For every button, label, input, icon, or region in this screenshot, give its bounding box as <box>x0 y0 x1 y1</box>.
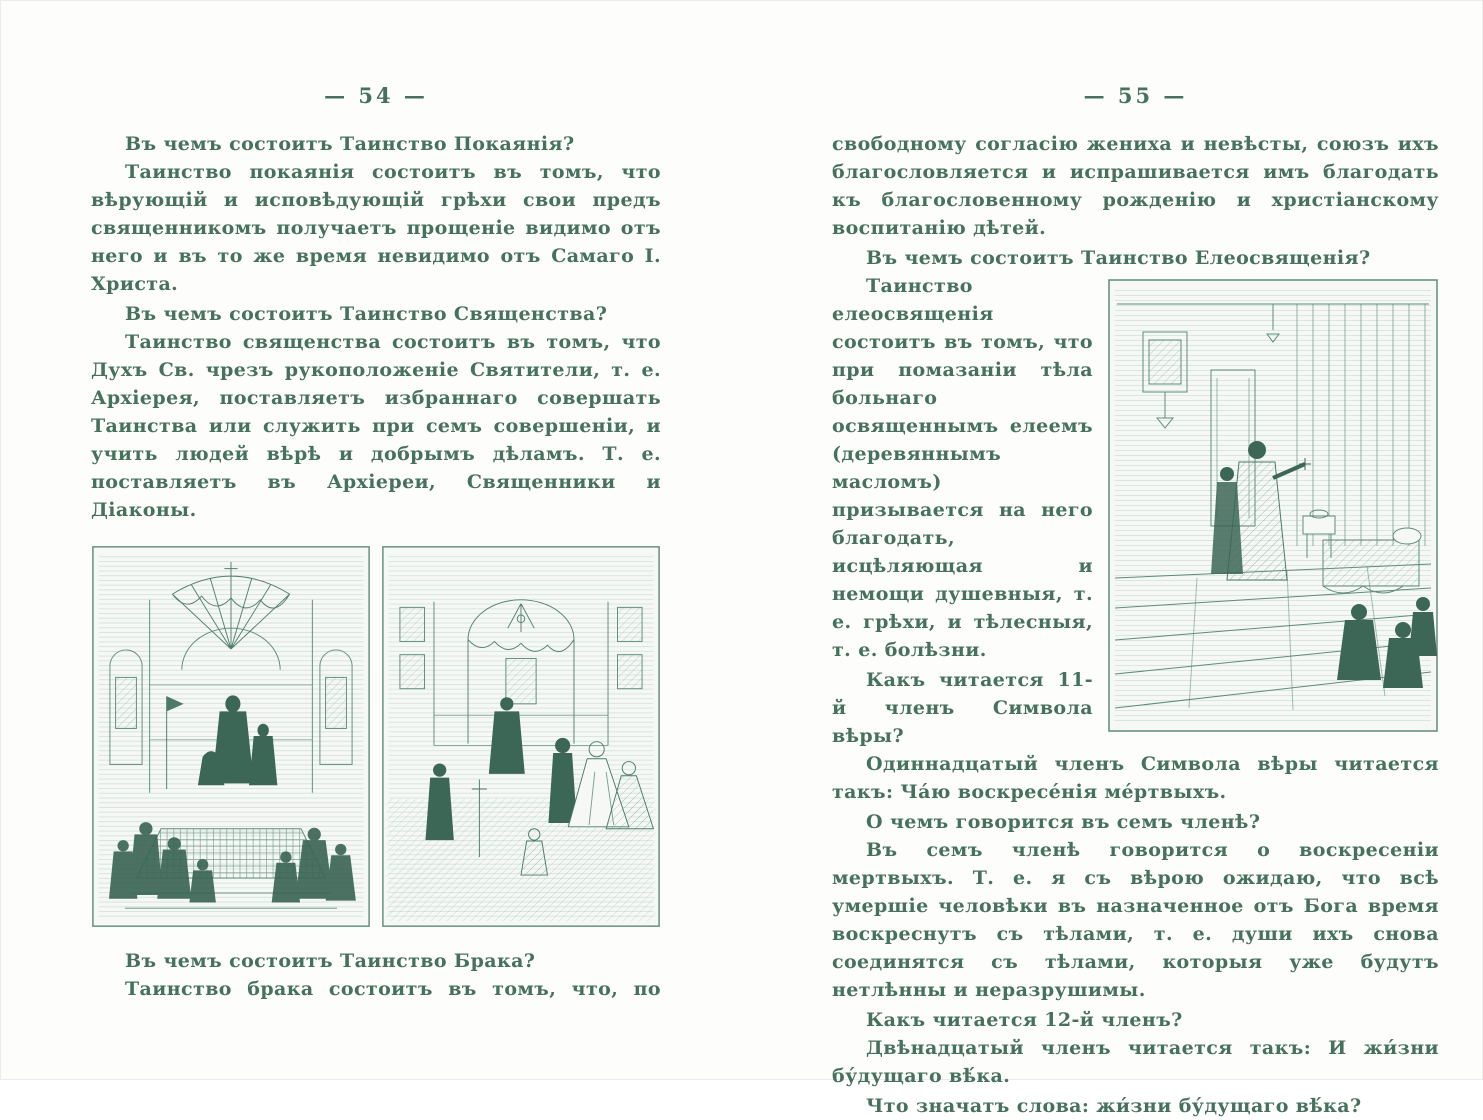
question-creed-12: Какъ читается 12-й членъ? <box>866 1009 1183 1031</box>
answer-member-meaning: Въ семъ членѣ говорится о воскресеніи мертвыхъ. Т. е. я съ вѣрою ожидаю, что всѣ умершіе человѣки въ назначенное отъ Бога время воскреснутъ съ тѣлами, т. е. души ихъ снова соединятся съ тѣлами, которыя уже будутъ нетлѣнны и неразрушимы. <box>832 839 1439 1001</box>
answer-marriage-continued: свободному согласію жениха и невѣсты, союзъ ихъ благословляется и испрашивается имъ благодать къ благословенному рожденію и христіанскому воспитанію дѣтей. <box>832 133 1439 239</box>
question-priesthood: Въ чемъ состоитъ Таинство Священства? <box>125 303 608 325</box>
page-number-right: — 55 — <box>1083 83 1188 108</box>
answer-creed-11: Одиннадцатый членъ Символа вѣры читается такъ: Ча́ю воскресе́нія ме́ртвыхъ. <box>832 753 1439 803</box>
question-penance: Въ чемъ состоитъ Таинство Покаянія? <box>125 133 575 155</box>
wedding-engraving-svg <box>381 534 661 939</box>
question-member-meaning: О чемъ говорится въ семъ членѣ? <box>866 811 1261 833</box>
wedding-engraving <box>381 534 661 939</box>
unction-engraving <box>1107 278 1439 733</box>
unction-engraving-svg <box>1107 278 1439 733</box>
question-words-meaning: Что значатъ слова: жи́зни бу́дущаго вѣ́ка? <box>866 1095 1362 1117</box>
page-number-left: — 54 — <box>324 83 428 108</box>
page-54-text <box>91 130 661 1003</box>
answer-penance: Таинство покаянія состоитъ въ томъ, что вѣрующій и исповѣдующій грѣхи свои предъ священникомъ получаетъ прощеніе видимо отъ него и въ то же время невидимо отъ Самаго І. Христа. <box>91 161 661 295</box>
ordination-engraving <box>91 534 371 939</box>
ordination-engraving-svg <box>91 534 371 939</box>
page-55-text <box>832 130 1439 1120</box>
page-54 <box>91 83 661 1003</box>
engravings-row <box>91 534 661 939</box>
answer-creed-12: Двѣнадцатый членъ читается такъ: И жи́зни бу́дущаго вѣ́ка. <box>832 1037 1439 1087</box>
question-unction: Въ чемъ состоитъ Таинство Елеосвященія? <box>866 247 1371 269</box>
page-55 <box>832 83 1439 1120</box>
question-marriage: Въ чемъ состоитъ Таинство Брака? <box>125 950 536 972</box>
answer-priesthood: Таинство священства состоитъ въ томъ, что Духъ Св. чрезъ рукоположеніе Святители, т. е. Архіерея, поставляетъ избраннаго совершать Таинства или служить при семъ совершеніи, и учить людей вѣрѣ и добрымъ дѣламъ. Т. е. поставляетъ въ Архіереи, Священники и Діаконы. <box>91 331 661 521</box>
answer-unction: Таинство елеосвященія состоитъ въ томъ, что при помазаніи тѣла больнаго освященнымъ елеемъ (деревяннымъ масломъ) призывается на него благодать, исцѣляющая и немощи душевныя, т. е. грѣхи, и тѣлесныя, т. е. болѣзни. <box>832 275 1093 661</box>
question-creed-11: Какъ читается 11-й членъ Символа вѣры? <box>832 669 1093 747</box>
answer-marriage-partial: Таинство брака состоитъ въ томъ, что, по <box>125 978 661 1000</box>
